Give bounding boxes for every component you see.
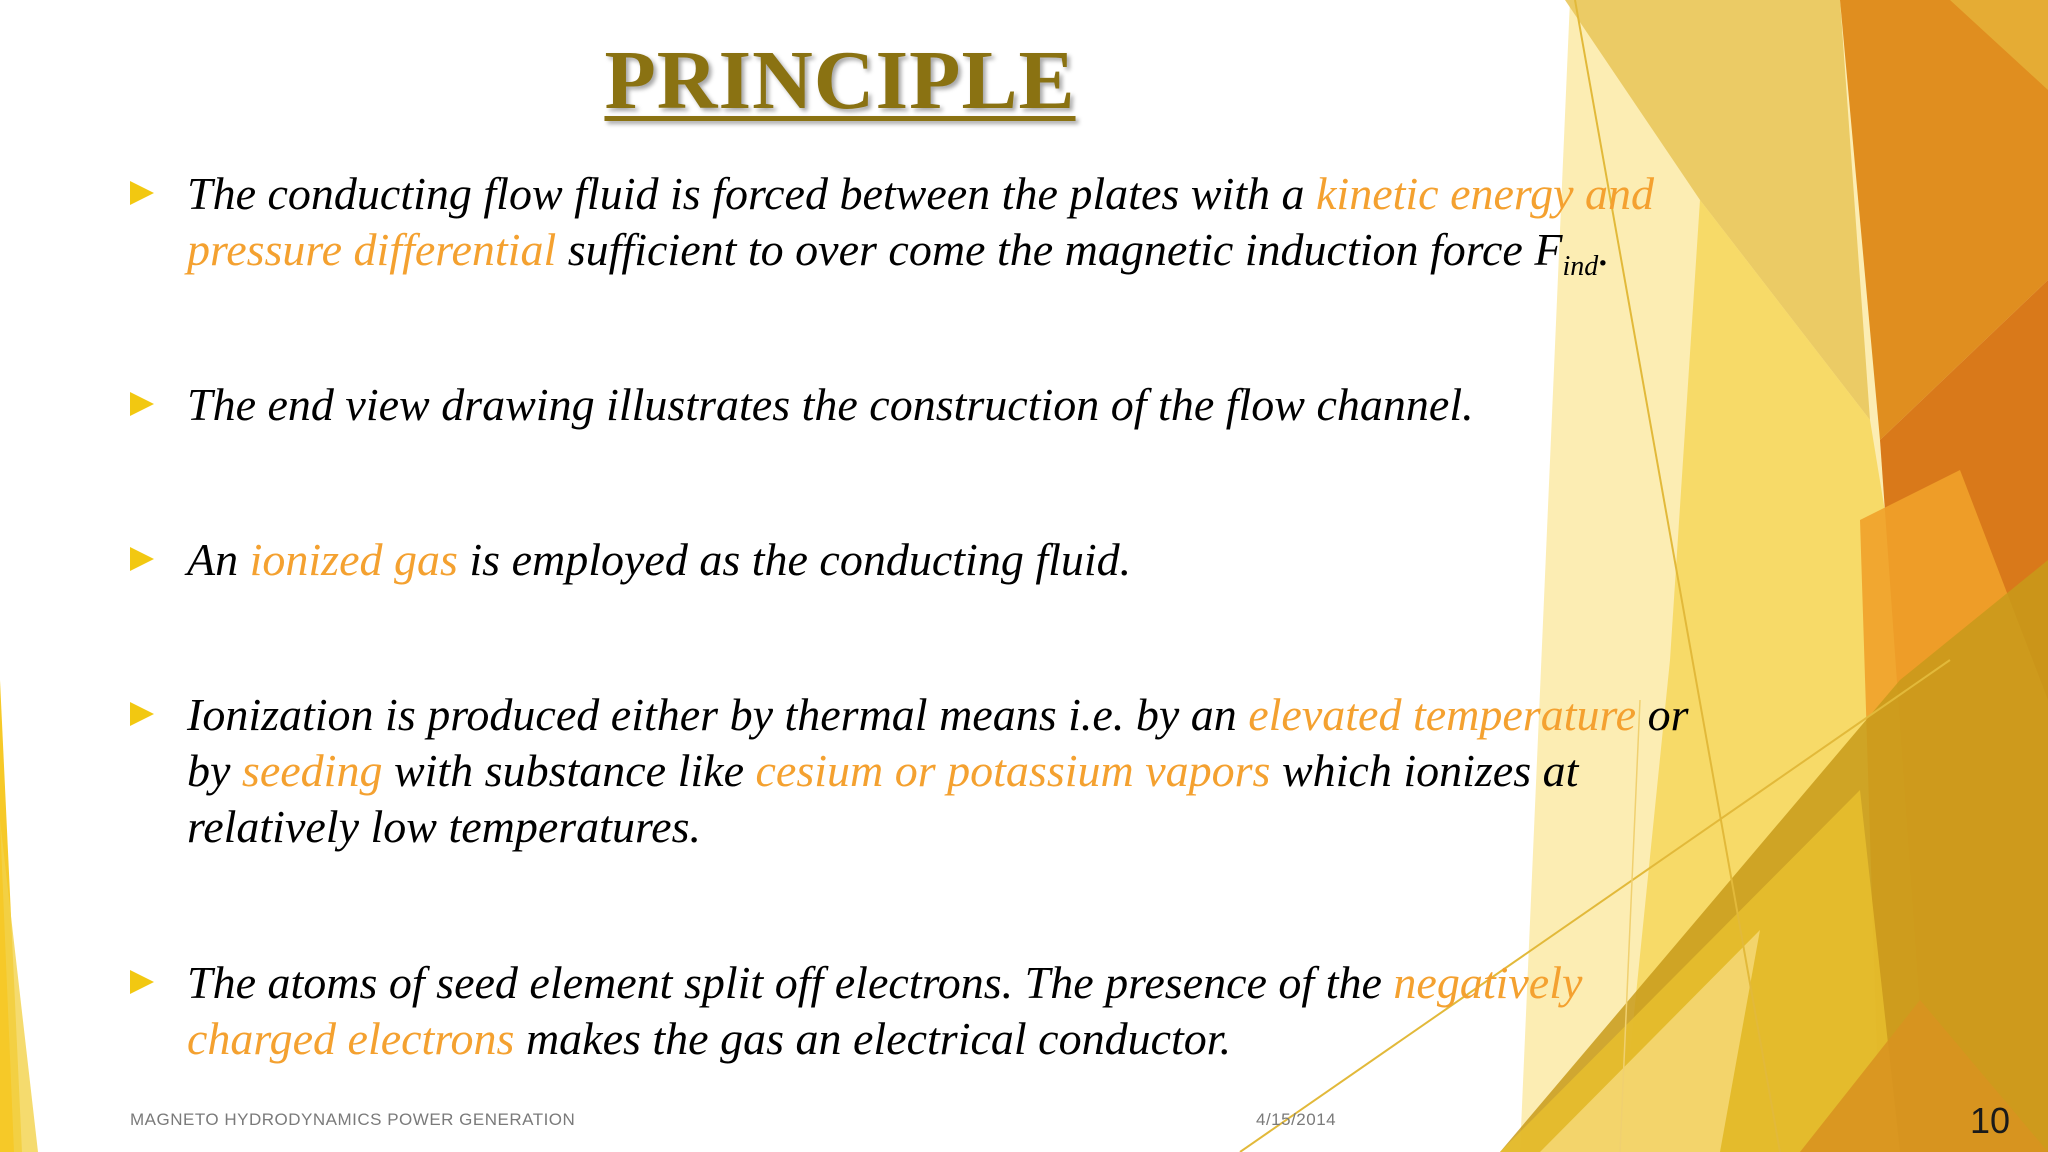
bullet-text-segment: makes the gas an electrical conductor.: [514, 1013, 1232, 1064]
highlighted-term: seeding: [241, 745, 383, 796]
bullet-text-segment: is employed as the conducting fluid.: [457, 534, 1132, 585]
subscript-text: ind: [1562, 251, 1599, 282]
bullet-text-segment: which ionizes at relatively low temperatures.: [187, 745, 1579, 852]
highlighted-term: ionized gas: [249, 534, 458, 585]
bullet-text: [187, 377, 1697, 433]
triangle-right-icon: [130, 970, 154, 994]
footer-date: 4/15/2014: [1256, 1110, 1337, 1129]
bullet-text: [187, 532, 1697, 588]
bullet-text-segment: .: [1598, 224, 1610, 275]
triangle-right-icon: [130, 702, 154, 726]
bullet-text: [187, 687, 1697, 855]
highlighted-term: elevated temperature: [1248, 689, 1637, 740]
bullet-text: [187, 166, 1697, 282]
highlighted-term: cesium or potassium vapors: [755, 745, 1271, 796]
bullet-text-segment: The conducting flow fluid is forced between the plates with a: [187, 168, 1316, 219]
bullet-text-segment: An: [187, 534, 250, 585]
bullet-text-segment: The end view drawing illustrates the construction of the flow channel.: [187, 379, 1474, 430]
bullet-text-segment: Ionization is produced either by thermal means i.e. by an: [187, 689, 1249, 740]
triangle-right-icon: [130, 392, 154, 416]
page-number: 10: [1970, 1100, 2011, 1141]
bullet-text: [187, 955, 1697, 1067]
highlighted-term: kinetic energy and pressure differential: [187, 168, 1655, 275]
triangle-right-icon: [130, 547, 154, 571]
bullet-text-segment: with substance like: [382, 745, 756, 796]
triangle-right-icon: [130, 181, 154, 205]
bullet-text-segment: or by: [187, 689, 1689, 796]
slide-title: PRINCIPLE: [604, 34, 1076, 127]
bullet-text-segment: The atoms of seed element split off electrons. The presence of the: [187, 957, 1394, 1008]
footer-title: MAGNETO HYDRODYNAMICS POWER GENERATION: [130, 1110, 576, 1129]
highlighted-term: negatively charged electrons: [187, 957, 1583, 1064]
bullet-text-segment: sufficient to over come the magnetic induction force F: [556, 224, 1563, 275]
